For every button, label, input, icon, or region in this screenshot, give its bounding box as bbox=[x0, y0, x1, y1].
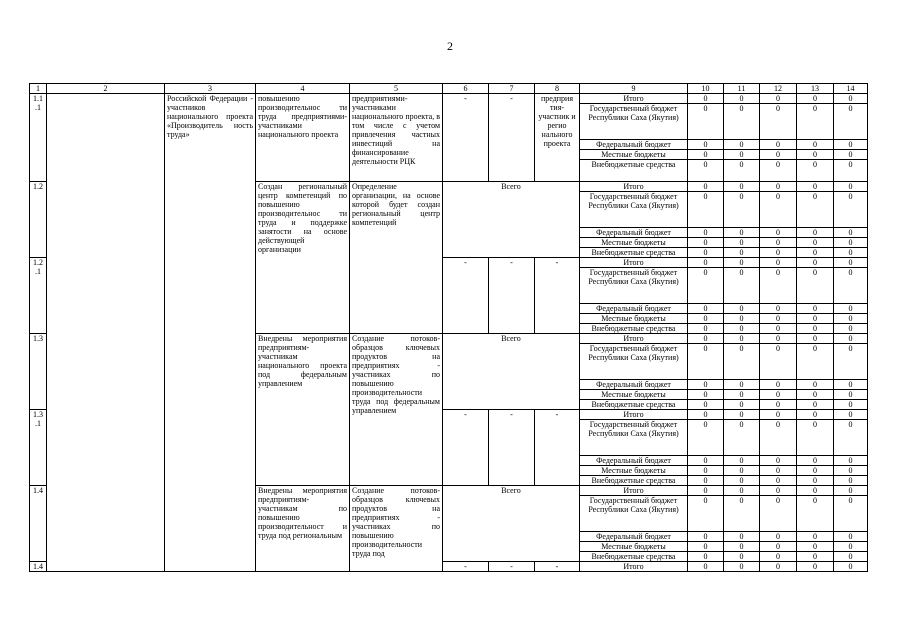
value-cell: 0 bbox=[797, 400, 834, 410]
value-cell: 0 bbox=[797, 456, 834, 466]
col8-text: - bbox=[535, 410, 580, 486]
value-cell: 0 bbox=[724, 94, 760, 104]
value-cell: 0 bbox=[834, 238, 868, 248]
value-cell: 0 bbox=[834, 496, 868, 532]
fund-label: Государственный бюджет Республики Саха (Якутия) bbox=[580, 420, 688, 456]
value-cell: 0 bbox=[834, 140, 868, 150]
fund-label: Итого bbox=[580, 410, 688, 420]
col7-text: - bbox=[489, 94, 535, 182]
header-cell: 11 bbox=[724, 84, 760, 94]
header-cell: 8 bbox=[535, 84, 580, 94]
col4-text: Внедрены мероприятия предприятиям- участникам национального проекта под федеральным управлением bbox=[256, 334, 350, 486]
value-cell: 0 bbox=[834, 228, 868, 238]
col6-text: - bbox=[443, 258, 489, 334]
value-cell: 0 bbox=[724, 532, 760, 542]
value-cell: 0 bbox=[688, 532, 724, 542]
value-cell: 0 bbox=[834, 410, 868, 420]
budget-table bbox=[29, 83, 868, 572]
value-cell: 0 bbox=[688, 400, 724, 410]
col6-text: - bbox=[443, 410, 489, 486]
table-row bbox=[30, 94, 868, 104]
fund-label: Местные бюджеты bbox=[580, 542, 688, 552]
value-cell: 0 bbox=[724, 104, 760, 140]
col67-text: Всего bbox=[443, 182, 580, 258]
value-cell: 0 bbox=[760, 304, 797, 314]
fund-label: Федеральный бюджет bbox=[580, 140, 688, 150]
value-cell: 0 bbox=[797, 104, 834, 140]
value-cell: 0 bbox=[760, 390, 797, 400]
value-cell: 0 bbox=[724, 390, 760, 400]
header-cell: 5 bbox=[350, 84, 443, 94]
fund-label: Внебюджетные средства bbox=[580, 552, 688, 562]
value-cell: 0 bbox=[760, 268, 797, 304]
value-cell: 0 bbox=[724, 486, 760, 496]
value-cell: 0 bbox=[688, 456, 724, 466]
value-cell: 0 bbox=[797, 324, 834, 334]
value-cell: 0 bbox=[724, 410, 760, 420]
value-cell: 0 bbox=[797, 380, 834, 390]
value-cell: 0 bbox=[760, 410, 797, 420]
header-cell: 3 bbox=[165, 84, 256, 94]
value-cell: 0 bbox=[688, 192, 724, 228]
empty-col2 bbox=[47, 94, 165, 572]
fund-label: Внебюджетные средства bbox=[580, 476, 688, 486]
value-cell: 0 bbox=[724, 400, 760, 410]
value-cell: 0 bbox=[834, 562, 868, 572]
value-cell: 0 bbox=[834, 380, 868, 390]
value-cell: 0 bbox=[724, 140, 760, 150]
col4-text: Внедрены мероприятия предприятиям- участникам по повышению производительност и труда под региональным bbox=[256, 486, 350, 572]
value-cell: 0 bbox=[834, 248, 868, 258]
header-cell: 9 bbox=[580, 84, 688, 94]
value-cell: 0 bbox=[688, 476, 724, 486]
value-cell: 0 bbox=[797, 532, 834, 542]
fund-label: Внебюджетные средства bbox=[580, 248, 688, 258]
value-cell: 0 bbox=[797, 160, 834, 182]
row-id: 1.2 bbox=[30, 182, 47, 258]
value-cell: 0 bbox=[760, 420, 797, 456]
row-id: 1.4 bbox=[30, 486, 47, 562]
value-cell: 0 bbox=[834, 486, 868, 496]
value-cell: 0 bbox=[688, 268, 724, 304]
value-cell: 0 bbox=[797, 182, 834, 192]
value-cell: 0 bbox=[797, 258, 834, 268]
fund-label: Итого bbox=[580, 334, 688, 344]
fund-label: Местные бюджеты bbox=[580, 238, 688, 248]
value-cell: 0 bbox=[688, 238, 724, 248]
value-cell: 0 bbox=[760, 140, 797, 150]
value-cell: 0 bbox=[797, 314, 834, 324]
value-cell: 0 bbox=[688, 324, 724, 334]
value-cell: 0 bbox=[834, 532, 868, 542]
value-cell: 0 bbox=[688, 104, 724, 140]
col5-text: Создание потоков- образцов ключевых продуктов на предприятиях - участниках по повышению производительности труда под bbox=[350, 486, 443, 572]
value-cell: 0 bbox=[760, 192, 797, 228]
value-cell: 0 bbox=[688, 486, 724, 496]
fund-label: Государственный бюджет Республики Саха (Якутия) bbox=[580, 192, 688, 228]
value-cell: 0 bbox=[834, 344, 868, 380]
fund-label: Итого bbox=[580, 562, 688, 572]
header-cell: 6 bbox=[443, 84, 489, 94]
value-cell: 0 bbox=[688, 420, 724, 456]
value-cell: 0 bbox=[724, 304, 760, 314]
value-cell: 0 bbox=[760, 324, 797, 334]
value-cell: 0 bbox=[834, 160, 868, 182]
fund-label: Итого bbox=[580, 182, 688, 192]
value-cell: 0 bbox=[724, 160, 760, 182]
header-cell: 12 bbox=[760, 84, 797, 94]
value-cell: 0 bbox=[760, 314, 797, 324]
value-cell: 0 bbox=[760, 238, 797, 248]
col67-text: Всего bbox=[443, 334, 580, 410]
value-cell: 0 bbox=[834, 542, 868, 552]
value-cell: 0 bbox=[724, 552, 760, 562]
value-cell: 0 bbox=[760, 456, 797, 466]
value-cell: 0 bbox=[797, 410, 834, 420]
value-cell: 0 bbox=[724, 542, 760, 552]
value-cell: 0 bbox=[834, 324, 868, 334]
value-cell: 0 bbox=[724, 258, 760, 268]
value-cell: 0 bbox=[760, 532, 797, 542]
value-cell: 0 bbox=[834, 420, 868, 456]
fund-label: Итого bbox=[580, 258, 688, 268]
fund-label: Государственный бюджет Республики Саха (Якутия) bbox=[580, 344, 688, 380]
value-cell: 0 bbox=[797, 140, 834, 150]
value-cell: 0 bbox=[688, 466, 724, 476]
value-cell: 0 bbox=[688, 182, 724, 192]
value-cell: 0 bbox=[688, 140, 724, 150]
value-cell: 0 bbox=[834, 390, 868, 400]
value-cell: 0 bbox=[797, 192, 834, 228]
value-cell: 0 bbox=[760, 466, 797, 476]
value-cell: 0 bbox=[797, 486, 834, 496]
value-cell: 0 bbox=[797, 562, 834, 572]
fund-label: Государственный бюджет Республики Саха (Якутия) bbox=[580, 104, 688, 140]
value-cell: 0 bbox=[834, 334, 868, 344]
value-cell: 0 bbox=[834, 104, 868, 140]
value-cell: 0 bbox=[724, 248, 760, 258]
value-cell: 0 bbox=[760, 258, 797, 268]
value-cell: 0 bbox=[688, 160, 724, 182]
value-cell: 0 bbox=[760, 476, 797, 486]
value-cell: 0 bbox=[834, 400, 868, 410]
col5-text: Создание потоков- образцов ключевых продуктов на предприятиях - участниках по повышению производительности труда под федеральным управлением bbox=[350, 334, 443, 486]
fund-label: Внебюджетные средства bbox=[580, 160, 688, 182]
fund-label: Внебюджетные средства bbox=[580, 400, 688, 410]
fund-label: Государственный бюджет Республики Саха (Якутия) bbox=[580, 496, 688, 532]
value-cell: 0 bbox=[760, 150, 797, 160]
value-cell: 0 bbox=[688, 542, 724, 552]
value-cell: 0 bbox=[688, 552, 724, 562]
row-id: 1.1 .1 bbox=[30, 94, 47, 182]
fund-label: Местные бюджеты bbox=[580, 150, 688, 160]
value-cell: 0 bbox=[688, 496, 724, 532]
col4-text: Создан региональный центр компетенций по повышению производительнос ти труда и поддержке занятости на основе действующей организации bbox=[256, 182, 350, 334]
fund-label: Внебюджетные средства bbox=[580, 324, 688, 334]
value-cell: 0 bbox=[688, 314, 724, 324]
value-cell: 0 bbox=[760, 344, 797, 380]
value-cell: 0 bbox=[724, 182, 760, 192]
value-cell: 0 bbox=[797, 420, 834, 456]
fund-label: Итого bbox=[580, 94, 688, 104]
value-cell: 0 bbox=[797, 344, 834, 380]
header-cell: 13 bbox=[797, 84, 834, 94]
value-cell: 0 bbox=[688, 380, 724, 390]
value-cell: 0 bbox=[688, 248, 724, 258]
fund-label: Федеральный бюджет bbox=[580, 304, 688, 314]
value-cell: 0 bbox=[688, 390, 724, 400]
value-cell: 0 bbox=[797, 476, 834, 486]
value-cell: 0 bbox=[760, 160, 797, 182]
col3-text: Российской Федерации - участников национального проекта «Производитель ность труда» bbox=[165, 94, 256, 572]
value-cell: 0 bbox=[688, 344, 724, 380]
value-cell: 0 bbox=[760, 94, 797, 104]
col67-text: Всего bbox=[443, 486, 580, 562]
value-cell: 0 bbox=[834, 268, 868, 304]
value-cell: 0 bbox=[760, 228, 797, 238]
value-cell: 0 bbox=[724, 420, 760, 456]
value-cell: 0 bbox=[760, 104, 797, 140]
value-cell: 0 bbox=[834, 456, 868, 466]
value-cell: 0 bbox=[834, 94, 868, 104]
value-cell: 0 bbox=[797, 334, 834, 344]
col7-text: - bbox=[489, 562, 535, 572]
col7-text: - bbox=[489, 410, 535, 486]
value-cell: 0 bbox=[724, 238, 760, 248]
value-cell: 0 bbox=[760, 486, 797, 496]
value-cell: 0 bbox=[797, 304, 834, 314]
value-cell: 0 bbox=[834, 552, 868, 562]
value-cell: 0 bbox=[834, 314, 868, 324]
value-cell: 0 bbox=[688, 228, 724, 238]
value-cell: 0 bbox=[797, 466, 834, 476]
header-cell: 7 bbox=[489, 84, 535, 94]
fund-label: Федеральный бюджет bbox=[580, 456, 688, 466]
col5-text: предприятиями- участниками национального проекта, в том числе с учетом привлечения частных инвестиций на финансирование деятельности РЦК bbox=[350, 94, 443, 182]
value-cell: 0 bbox=[724, 268, 760, 304]
header-row bbox=[30, 84, 868, 94]
value-cell: 0 bbox=[797, 238, 834, 248]
value-cell: 0 bbox=[760, 562, 797, 572]
value-cell: 0 bbox=[724, 150, 760, 160]
col7-text: - bbox=[489, 258, 535, 334]
value-cell: 0 bbox=[797, 542, 834, 552]
value-cell: 0 bbox=[724, 324, 760, 334]
value-cell: 0 bbox=[724, 496, 760, 532]
value-cell: 0 bbox=[797, 390, 834, 400]
value-cell: 0 bbox=[834, 182, 868, 192]
header-cell: 14 bbox=[834, 84, 868, 94]
value-cell: 0 bbox=[834, 476, 868, 486]
value-cell: 0 bbox=[724, 314, 760, 324]
value-cell: 0 bbox=[724, 380, 760, 390]
value-cell: 0 bbox=[834, 304, 868, 314]
col8-text: - bbox=[535, 258, 580, 334]
value-cell: 0 bbox=[724, 562, 760, 572]
value-cell: 0 bbox=[724, 192, 760, 228]
fund-label: Федеральный бюджет bbox=[580, 532, 688, 542]
value-cell: 0 bbox=[834, 150, 868, 160]
value-cell: 0 bbox=[688, 94, 724, 104]
fund-label: Федеральный бюджет bbox=[580, 228, 688, 238]
row-id: 1.4 bbox=[30, 562, 47, 572]
value-cell: 0 bbox=[760, 552, 797, 562]
row-id: 1.3 .1 bbox=[30, 410, 47, 486]
col4-text: повышению производительнос ти труда предприятиями- участниками национального проекта bbox=[256, 94, 350, 182]
value-cell: 0 bbox=[797, 228, 834, 238]
col6-text: - bbox=[443, 94, 489, 182]
value-cell: 0 bbox=[688, 304, 724, 314]
header-cell: 4 bbox=[256, 84, 350, 94]
fund-label: Местные бюджеты bbox=[580, 314, 688, 324]
header-cell: 10 bbox=[688, 84, 724, 94]
header-cell: 2 bbox=[47, 84, 165, 94]
value-cell: 0 bbox=[760, 380, 797, 390]
value-cell: 0 bbox=[760, 182, 797, 192]
row-id: 1.2 .1 bbox=[30, 258, 47, 334]
value-cell: 0 bbox=[688, 150, 724, 160]
value-cell: 0 bbox=[688, 334, 724, 344]
value-cell: 0 bbox=[688, 258, 724, 268]
value-cell: 0 bbox=[797, 248, 834, 258]
value-cell: 0 bbox=[724, 466, 760, 476]
fund-label: Итого bbox=[580, 486, 688, 496]
fund-label: Местные бюджеты bbox=[580, 466, 688, 476]
value-cell: 0 bbox=[724, 456, 760, 466]
value-cell: 0 bbox=[760, 248, 797, 258]
value-cell: 0 bbox=[797, 496, 834, 532]
value-cell: 0 bbox=[724, 228, 760, 238]
value-cell: 0 bbox=[834, 192, 868, 228]
value-cell: 0 bbox=[797, 552, 834, 562]
value-cell: 0 bbox=[724, 476, 760, 486]
fund-label: Государственный бюджет Республики Саха (Якутия) bbox=[580, 268, 688, 304]
value-cell: 0 bbox=[797, 268, 834, 304]
value-cell: 0 bbox=[797, 150, 834, 160]
value-cell: 0 bbox=[688, 410, 724, 420]
value-cell: 0 bbox=[760, 542, 797, 552]
col5-text: Определение организации, на основе которой будет создан региональный центр компетенций bbox=[350, 182, 443, 334]
value-cell: 0 bbox=[760, 496, 797, 532]
value-cell: 0 bbox=[724, 334, 760, 344]
value-cell: 0 bbox=[834, 258, 868, 268]
fund-label: Местные бюджеты bbox=[580, 390, 688, 400]
value-cell: 0 bbox=[760, 334, 797, 344]
value-cell: 0 bbox=[760, 400, 797, 410]
col8-text: предприя тия- участник и регио нального проекта bbox=[535, 94, 580, 182]
value-cell: 0 bbox=[688, 562, 724, 572]
row-id: 1.3 bbox=[30, 334, 47, 410]
col8-text: - bbox=[535, 562, 580, 572]
value-cell: 0 bbox=[724, 344, 760, 380]
value-cell: 0 bbox=[834, 466, 868, 476]
header-cell: 1 bbox=[30, 84, 47, 94]
value-cell: 0 bbox=[797, 94, 834, 104]
page-number: 2 bbox=[447, 39, 453, 53]
col6-text: - bbox=[443, 562, 489, 572]
fund-label: Федеральный бюджет bbox=[580, 380, 688, 390]
